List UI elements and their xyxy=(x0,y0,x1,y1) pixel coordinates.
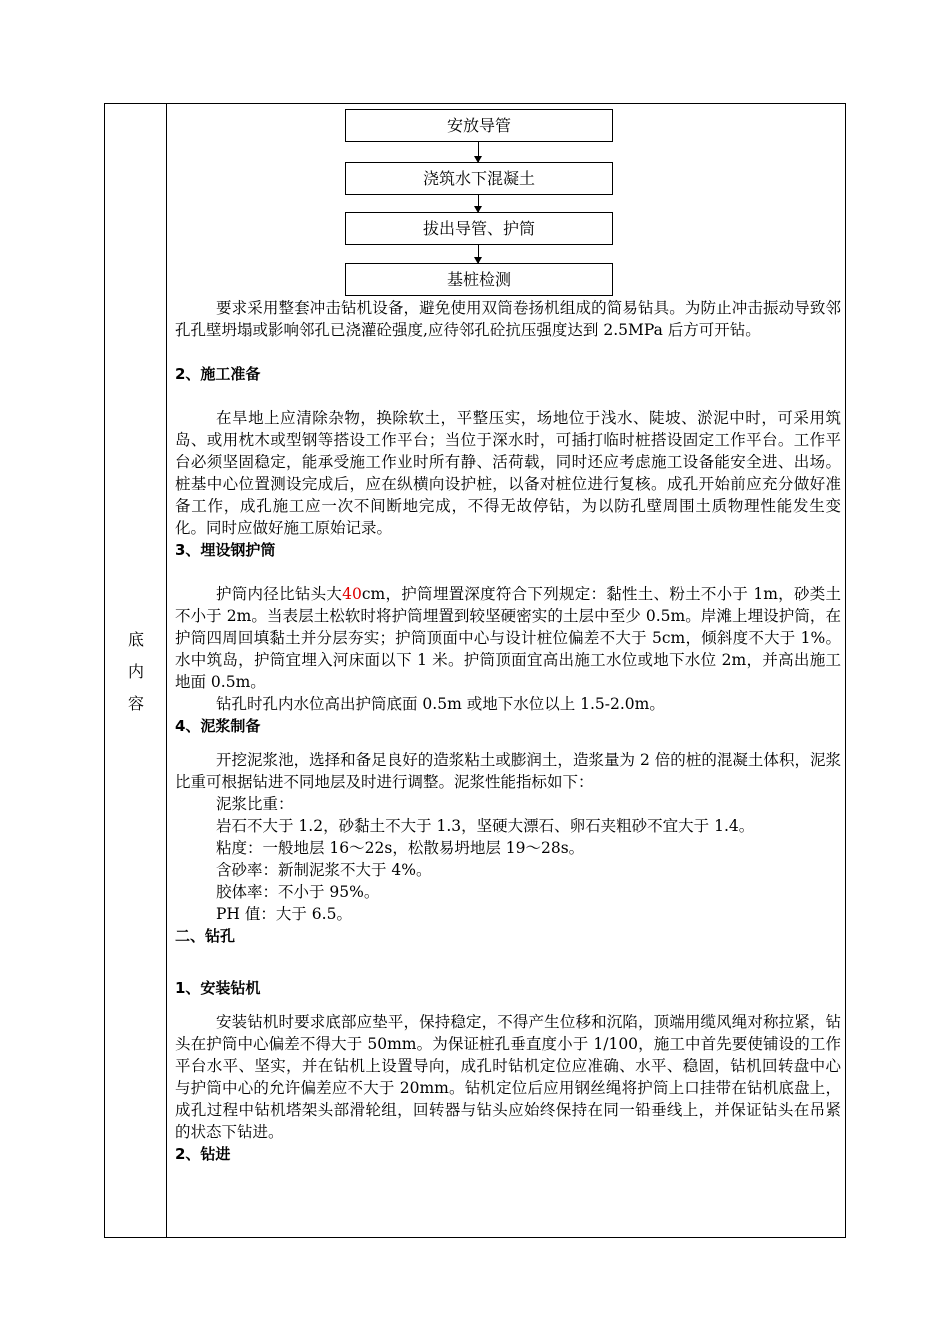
casing-water-level: 钻孔时孔内水位高出护筒底面 0.5m 或地下水位以上 1.5-2.0m。 xyxy=(216,695,665,713)
heading-preparation: 2、施工准备 xyxy=(175,365,261,383)
flow-step-4: 基桩检测 xyxy=(345,263,613,296)
preparation-paragraph: 在旱地上应清除杂物，换除软土，平整压实，场地位于浅水、陡坡、淤泥中时，可采用筑岛、或用枕木或型钢等搭设工作平台；当位于深水时，可插打临时桩搭设固定工作平台。工作平台必须坚固稳定，能承受施工作业时所有静、活荷载，同时还应考虑施工设备能安全进、出场。桩基中心位置测设完成后，应在纵横向设护桩，以备对桩位进行复核。成孔开始前应充分做好准备工作，成孔施工应一次不间断地完成，不得无故停钻，为以防孔壁周围土质物理性能发生变化。同时应做好施工原始记录。 xyxy=(175,409,841,537)
document-table xyxy=(104,103,846,1238)
heading-mud: 4、泥浆制备 xyxy=(175,717,261,735)
casing-text-post: cm，护筒埋置深度符合下列规定：黏性土、粉土不小于 1m，砂类土不小于 2m。当表层土松软时将护筒埋置到较坚硬密实的土层中至少 0.5m。岸滩上埋设护筒，在护筒四周回填黏土并分层夯实；护筒顶面中心与设计桩位偏差不大于 5cm，倾斜度不大于 1%。水中筑岛，护筒宜埋入河床面以下 1 米。护筒顶面宜高出施工水位或地下水位 2m，并高出施工地面 0.5m。 xyxy=(175,585,841,691)
flow-step-1: 安放导管 xyxy=(345,109,613,142)
flow-step-3: 拔出导管、护筒 xyxy=(345,212,613,245)
heading-drill-advance: 2、钻进 xyxy=(175,1145,231,1163)
label-column xyxy=(105,104,167,1237)
heading-casing: 3、埋设钢护筒 xyxy=(175,541,276,559)
heading-drilling: 二、钻孔 xyxy=(175,927,236,945)
flow-step-2: 浇筑水下混凝土 xyxy=(345,162,613,195)
flow-arrow-3 xyxy=(478,245,479,263)
side-label xyxy=(105,624,167,720)
intro-paragraph: 要求采用整套冲击钻机设备，避免使用双筒卷扬机组成的简易钻具。为防止冲击振动导致邻孔孔壁坍塌或影响邻孔已浇灌砼强度,应待邻孔砼抗压强度达到 2.5MPa 后方可开钻。 xyxy=(175,299,841,339)
mud-item-sand: 含砂率：新制泥浆不大于 4%。 xyxy=(216,861,432,879)
mud-item-rock: 岩石不大于 1.2，砂黏土不大于 1.3，坚硬大漂石、卵石夹粗砂不宜大于 1.4。 xyxy=(216,817,755,835)
mud-item-viscosity: 粘度：一般地层 16～22s，松散易坍地层 19～28s。 xyxy=(216,839,585,857)
body-text xyxy=(175,297,841,1165)
mud-paragraph: 开挖泥浆池，选择和备足良好的造浆粘土或膨润土，造浆量为 2 倍的桩的混凝土体积，泥浆比重可根据钻进不同地层及时进行调整。泥浆性能指标如下： xyxy=(175,751,841,791)
casing-paragraph xyxy=(175,583,841,693)
casing-text-pre: 护筒内径比钻头大 xyxy=(216,585,343,603)
flow-arrow-1 xyxy=(478,142,479,162)
flowchart xyxy=(175,104,841,299)
heading-install-rig: 1、安装钻机 xyxy=(175,979,261,997)
mud-item-gravity: 泥浆比重： xyxy=(216,795,294,813)
casing-highlight-value: 40 xyxy=(342,585,362,603)
mud-item-colloid: 胶体率：不小于 95%。 xyxy=(216,883,380,901)
content-column xyxy=(175,104,841,1237)
flow-arrow-2 xyxy=(478,195,479,212)
side-label-text: 底内容 xyxy=(128,630,145,713)
install-paragraph: 安装钻机时要求底部应垫平，保持稳定，不得产生位移和沉陷，顶端用缆风绳对称拉紧，钻头在护筒中心偏差不得大于 50mm。为保证桩孔垂直度小于 1/100，施工中首先要使铺设的工作平台水平、坚实，并在钻机上设置导向，成孔时钻机定位应准确、水平、稳固，钻机回转盘中心与护筒中心的允许偏差应不大于 20mm。钻机定位后应用钢丝绳将护筒上口挂带在钻机底盘上，成孔过程中钻机塔架头部滑轮组，回转器与钻头应始终保持在同一铅垂线上，并保证钻头在吊紧的状态下钻进。 xyxy=(175,1013,841,1141)
mud-item-ph: PH 值：大于 6.5。 xyxy=(216,905,352,923)
